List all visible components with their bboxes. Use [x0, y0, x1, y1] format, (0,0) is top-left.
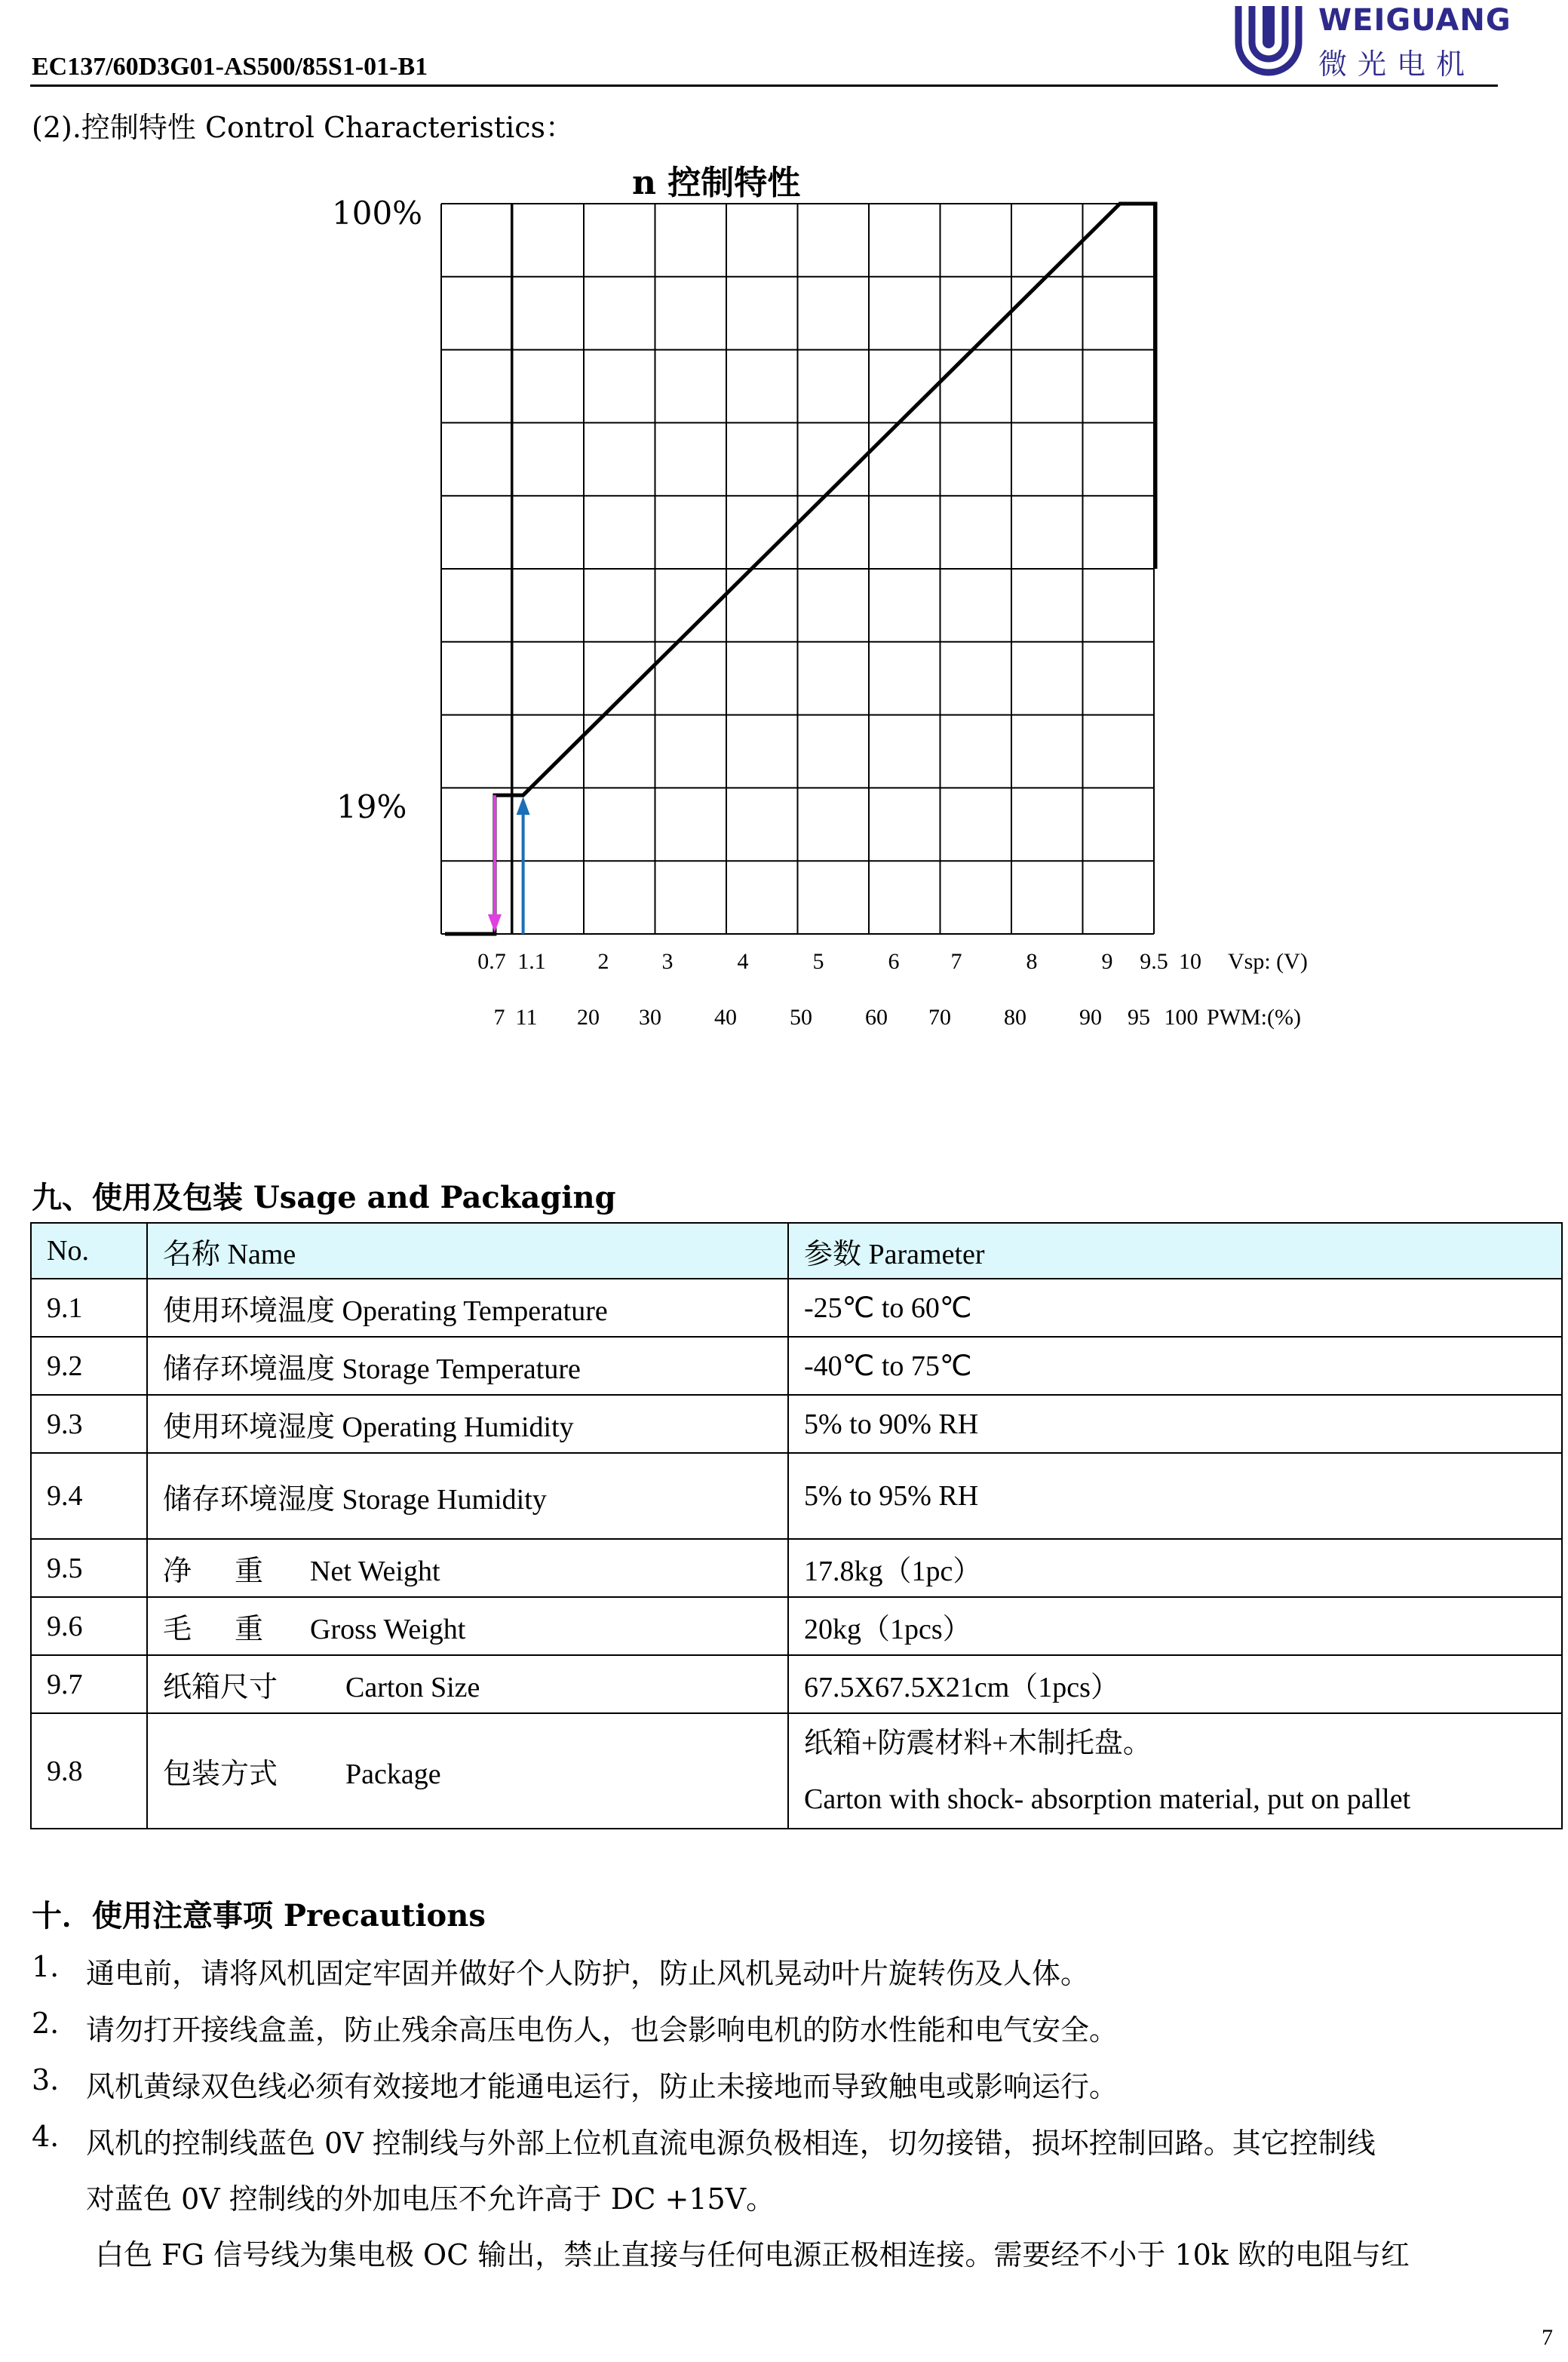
row-name	[147, 1453, 788, 1539]
table-row	[31, 1597, 1562, 1655]
vsp-tick-label: 2	[597, 949, 609, 974]
row-name	[147, 1395, 788, 1453]
table-row	[31, 1655, 1562, 1713]
precaution-item	[0, 2120, 1568, 2158]
pwm-tick-label: 20	[577, 1005, 600, 1030]
page-number: 7	[1542, 2325, 1553, 2350]
row-no: 9.1	[31, 1279, 147, 1337]
name-en: Operating Temperature	[342, 1295, 608, 1327]
item-text: 对蓝色 0V 控制线的外加电压不允许高于 DC +15V。	[86, 2182, 775, 2216]
vsp-axis-title: Vsp: (V)	[1228, 949, 1308, 974]
precaution-continuation	[0, 2176, 1568, 2216]
row-param: 17.8kg（1pc）	[788, 1539, 1562, 1597]
document-id: EC137/60D3G01-AS500/85S1-01-B1	[32, 53, 428, 81]
name-en: Storage Temperature	[342, 1353, 581, 1385]
name-cn: 储存环境湿度	[163, 1483, 336, 1516]
row-no: 9.6	[31, 1597, 147, 1655]
precautions-heading: 十．使用注意事项 Precautions	[32, 1898, 486, 1934]
vsp-tick-label: 10	[1179, 949, 1201, 974]
row-param: 20kg（1pcs）	[788, 1597, 1562, 1655]
row-name	[147, 1279, 788, 1337]
y-label-19: 19%	[336, 788, 407, 825]
table-header-row	[31, 1223, 1562, 1279]
name-en: Storage Humidity	[342, 1483, 547, 1516]
pwm-tick-label: 60	[865, 1005, 888, 1030]
row-param: -25℃ to 60℃	[788, 1279, 1562, 1337]
item-text: 请勿打开接线盒盖，防止残余高压电伤人，也会影响电机的防水性能和电气安全。	[86, 2013, 1118, 2047]
precaution-continuation	[0, 2231, 1568, 2269]
logo-wordmark-en: WEIGUANG	[1318, 3, 1511, 38]
param-line-en: Carton with shock- absorption material, put on pallet	[804, 1783, 1411, 1815]
row-param: -40℃ to 75℃	[788, 1337, 1562, 1395]
row-name	[147, 1655, 788, 1713]
precaution-item	[0, 1950, 1568, 1988]
name-cn: 包装方式	[163, 1758, 278, 1790]
usage-heading: 九、使用及包装 Usage and Packaging	[32, 1180, 616, 1215]
vsp-tick-label: 7	[950, 949, 962, 974]
logo-wordmark-cn: 微光电机	[1318, 48, 1476, 81]
vsp-tick-label: 9	[1101, 949, 1113, 974]
vsp-tick-label: 5	[812, 949, 824, 974]
table-row	[31, 1279, 1562, 1337]
vsp-tick-label: 0.7	[477, 949, 506, 974]
name-cn: 使用环境湿度	[163, 1411, 336, 1443]
table-row	[31, 1713, 1562, 1829]
vsp-tick-label: 9.5	[1140, 949, 1168, 974]
item-text: 白色 FG 信号线为集电极 OC 输出，禁止直接与任何电源正极相连接。需要经不小于 10k 欧的电阻与红	[86, 2238, 1410, 2271]
name-en: Net Weight	[310, 1556, 440, 1587]
control-chart	[0, 0, 1568, 1056]
pwm-tick-label: 30	[639, 1005, 661, 1030]
row-param	[788, 1713, 1562, 1829]
usage-table	[30, 1222, 1563, 1829]
item-text: 风机的控制线蓝色 0V 控制线与外部上位机直流电源负极相连，切勿接错，损坏控制回路。其它控制线	[86, 2127, 1376, 2160]
pwm-tick-label: 95	[1128, 1005, 1150, 1030]
item-number: 1.	[32, 1950, 60, 1983]
y-label-100: 100%	[332, 195, 423, 232]
vsp-tick-label: 6	[888, 949, 900, 974]
table-row	[31, 1395, 1562, 1453]
item-number: 2.	[32, 2007, 60, 2040]
table-row	[31, 1539, 1562, 1597]
row-name	[147, 1713, 788, 1829]
item-number: 4.	[32, 2120, 60, 2153]
row-no: 9.2	[31, 1337, 147, 1395]
vsp-tick-label: 1.1	[517, 949, 546, 974]
on-arrow-head	[517, 797, 530, 815]
control-section-label: (2).控制特性 Control Characteristics：	[32, 111, 575, 144]
pwm-tick-label: 40	[714, 1005, 737, 1030]
column-header-parameter: 参数 Parameter	[788, 1223, 1562, 1279]
name-cn: 净 重	[163, 1556, 264, 1587]
precaution-item	[0, 2007, 1568, 2047]
param-line-cn: 纸箱+防震材料+木制托盘。	[804, 1727, 1152, 1759]
pwm-axis-title: PWM:(%)	[1207, 1005, 1301, 1030]
precaution-item	[0, 2063, 1568, 2101]
name-cn: 毛 重	[163, 1614, 264, 1645]
row-name	[147, 1337, 788, 1395]
vsp-tick-label: 8	[1026, 949, 1038, 974]
row-name	[147, 1539, 788, 1597]
chart-title: n 控制特性	[632, 164, 801, 202]
name-cn: 纸箱尺寸	[163, 1672, 278, 1703]
pwm-tick-label: 70	[928, 1005, 951, 1030]
off-arrow-head	[488, 914, 502, 932]
row-no: 9.5	[31, 1539, 147, 1597]
pwm-tick-label: 80	[1004, 1005, 1026, 1030]
pwm-tick-label: 50	[790, 1005, 812, 1030]
column-header-no: No.	[31, 1223, 147, 1279]
name-en: Package	[345, 1758, 441, 1790]
vsp-tick-label: 3	[661, 949, 674, 974]
pwm-tick-label: 90	[1079, 1005, 1102, 1030]
row-no: 9.3	[31, 1395, 147, 1453]
name-en: Carton Size	[345, 1672, 480, 1703]
pwm-tick-label: 100	[1164, 1005, 1198, 1030]
column-header-name: 名称 Name	[147, 1223, 788, 1279]
name-cn: 使用环境温度	[163, 1295, 336, 1327]
name-en: Gross Weight	[310, 1614, 466, 1645]
pwm-axis-labels	[0, 1005, 1568, 1035]
row-param: 5% to 95% RH	[788, 1453, 1562, 1539]
row-name	[147, 1597, 788, 1655]
pwm-tick-label: 7	[493, 1005, 505, 1030]
name-en: Operating Humidity	[342, 1411, 574, 1443]
vsp-axis-labels	[0, 949, 1568, 979]
table-row	[31, 1453, 1562, 1539]
item-text: 风机黄绿双色线必须有效接地才能通电运行，防止未接地而导致触电或影响运行。	[86, 2070, 1118, 2103]
pwm-tick-label: 11	[515, 1005, 538, 1030]
row-no: 9.7	[31, 1655, 147, 1713]
vsp-tick-label: 4	[737, 949, 749, 974]
item-text: 通电前，请将风机固定牢固并做好个人防护，防止风机晃动叶片旋转伤及人体。	[86, 1957, 1090, 1990]
row-param: 5% to 90% RH	[788, 1395, 1562, 1453]
row-param: 67.5X67.5X21cm（1pcs）	[788, 1655, 1562, 1713]
item-number: 3.	[32, 2063, 60, 2096]
row-no: 9.8	[31, 1713, 147, 1829]
table-row	[31, 1337, 1562, 1395]
name-cn: 储存环境温度	[163, 1353, 336, 1385]
row-no: 9.4	[31, 1453, 147, 1539]
